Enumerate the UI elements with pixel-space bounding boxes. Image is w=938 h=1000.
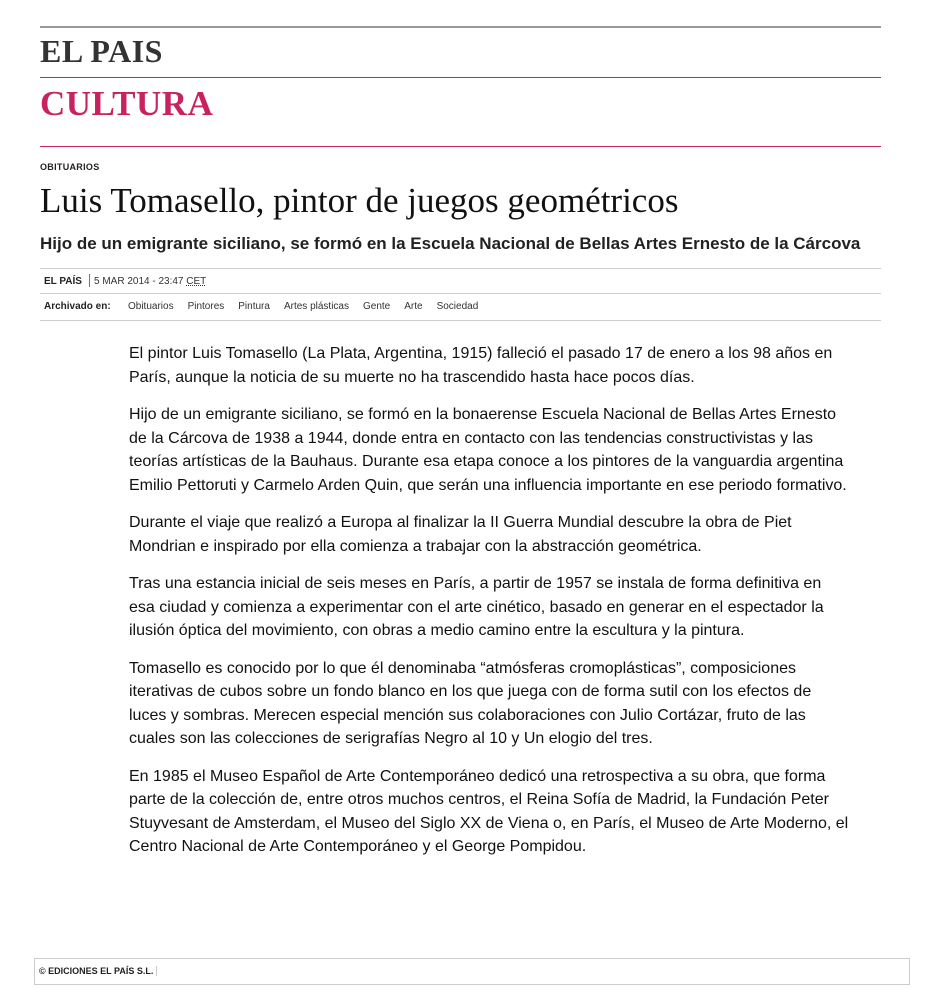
section-title[interactable]: CULTURA xyxy=(40,84,214,123)
tags-label: Archivado en: xyxy=(44,301,111,312)
timezone-abbr: CET xyxy=(186,276,207,287)
body-paragraph: Tras una estancia inicial de seis meses en París, a partir de 1957 se instala de forma definitiva en esa ciudad y comienza a experimentar con el arte cinético, basado en generar en el espectador la ilusión óptica del movimiento, con obras a medio camino entre la escultura y la pintura. xyxy=(129,575,824,639)
footer xyxy=(34,958,910,985)
tag-arte[interactable]: Arte xyxy=(404,301,423,312)
body-paragraph: Durante el viaje que realizó a Europa al finalizar la II Guerra Mundial descubre la obra de Piet Mondrian e inspirado por ella comienza a trabajar con la abstracción geométrica. xyxy=(129,514,792,555)
section-divider-bottom xyxy=(40,146,881,147)
article-date xyxy=(94,276,206,287)
article-category[interactable]: OBITUARIOS xyxy=(40,162,100,172)
tag-artes-plasticas[interactable]: Artes plásticas xyxy=(283,301,349,312)
meta-separator xyxy=(89,274,90,287)
top-divider xyxy=(40,26,881,28)
article-subtitle: Hijo de un emigrante siciliano, se formó en la Escuela Nacional de Bellas Artes Ernesto de la Cárcova xyxy=(40,234,861,253)
date-value: 5 MAR 2014 - 23:47 xyxy=(94,276,184,287)
tag-pintores[interactable]: Pintores xyxy=(187,301,225,312)
body-paragraph: El pintor Luis Tomasello (La Plata, Argentina, 1915) falleció el pasado 17 de enero a los 98 años en París, aunque la noticia de su muerte no ha trascendido hasta hace pocos días. xyxy=(129,345,833,386)
brand-logo[interactable]: EL PAIS xyxy=(40,33,163,69)
body-paragraph: En 1985 el Museo Español de Arte Contemporáneo dedicó una retrospectiva a su obra, que forma parte de la colección de, entre otros muchos centros, el Reina Sofía de Madrid, la Fundación Peter Stuyvesant de Amsterdam, el Museo del Siglo XX de Viena o, en París, el Museo de Arte Moderno, el Centro Nacional de Arte Contemporáneo y el George Pompidou. xyxy=(129,767,849,855)
body-paragraph: Tomasello es conocido por lo que él denominaba “atmósferas cromoplásticas”, composiciones iterativas de cubos sobre un fondo blanco en los que juega con de forma sutil con los efectos de luces y sombras. Merecen especial mención sus colaboraciones con Julio Cortázar, fruto de las cuales son las colecciones de serigrafías Negro al 10 y Un elogio del tres. xyxy=(129,659,812,747)
section-divider-top xyxy=(40,77,881,78)
tags-list xyxy=(128,301,478,312)
article-body xyxy=(129,342,849,873)
tag-pintura[interactable]: Pintura xyxy=(238,301,270,312)
article-title: Luis Tomasello, pintor de juegos geométricos xyxy=(40,181,679,220)
article-source[interactable]: EL PAÍS xyxy=(44,276,82,287)
tags-bar xyxy=(40,293,881,321)
tag-sociedad[interactable]: Sociedad xyxy=(436,301,479,312)
tag-obituarios[interactable]: Obituarios xyxy=(128,301,174,312)
article-meta xyxy=(40,268,881,294)
body-paragraph: Hijo de un emigrante siciliano, se formó en la bonaerense Escuela Nacional de Bellas Artes Ernesto de la Cárcova de 1938 a 1944, donde entra en contacto con las tendencias constructivistas y las teorías artísticas de la Bauhaus. Durante esa etapa conoce a los pintores de la vanguardia argentina Emilio Pettoruti y Carmelo Arden Quin, que serán una influencia importante en ese periodo formativo. xyxy=(129,406,847,494)
copyright-notice: © EDICIONES EL PAÍS S.L. xyxy=(39,966,157,976)
tag-gente[interactable]: Gente xyxy=(362,301,391,312)
